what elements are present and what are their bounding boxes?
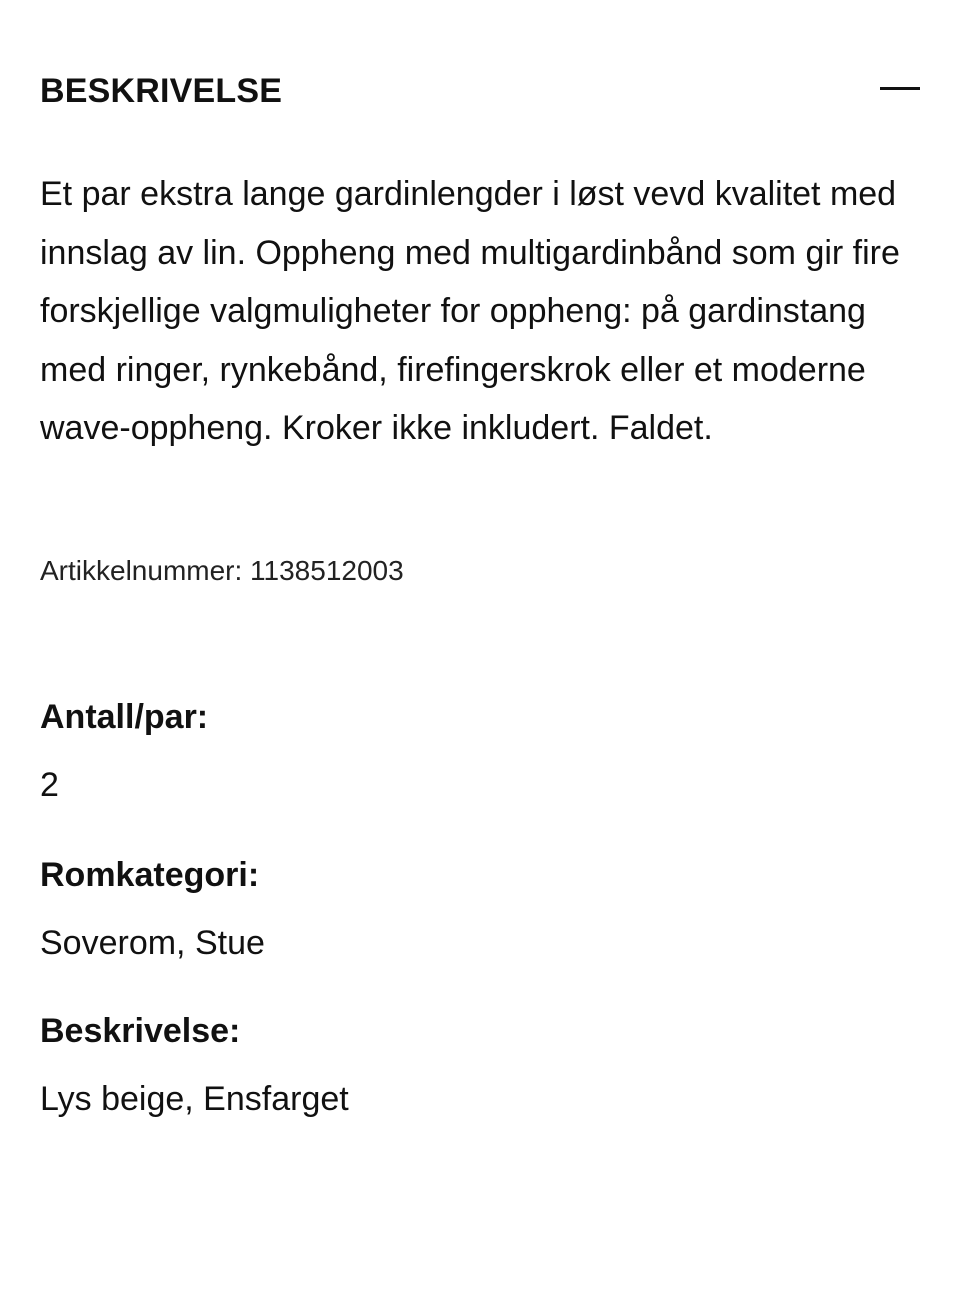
product-description: Et par ekstra lange gardinlengder i løst vevd kvalitet med innslag av lin. Oppheng med multigardinbånd som gir fire forskjellige valgmuligheter for oppheng: på gardinstang med ringer, rynkebånd, firefingerskrok eller et moderne wave-oppheng. Kroker ikke inkludert. Faldet. — [40, 175, 900, 447]
accordion-title: BESKRIVELSE — [40, 71, 283, 110]
collapse-button[interactable] — [876, 69, 920, 113]
attribute-label-quantity: Antall/par: — [40, 698, 209, 736]
attribute-value-description: Lys beige, Ensfarget — [40, 1080, 349, 1118]
article-number: Artikkelnummer: 1138512003 — [40, 555, 404, 586]
minus-icon — [880, 87, 920, 90]
attribute-label-description: Beskrivelse: — [40, 1012, 241, 1050]
accordion-header[interactable] — [40, 66, 920, 116]
attribute-value-room-category: Soverom, Stue — [40, 924, 265, 962]
attribute-label-room-category: Romkategori: — [40, 856, 260, 894]
attribute-value-quantity: 2 — [40, 766, 59, 804]
